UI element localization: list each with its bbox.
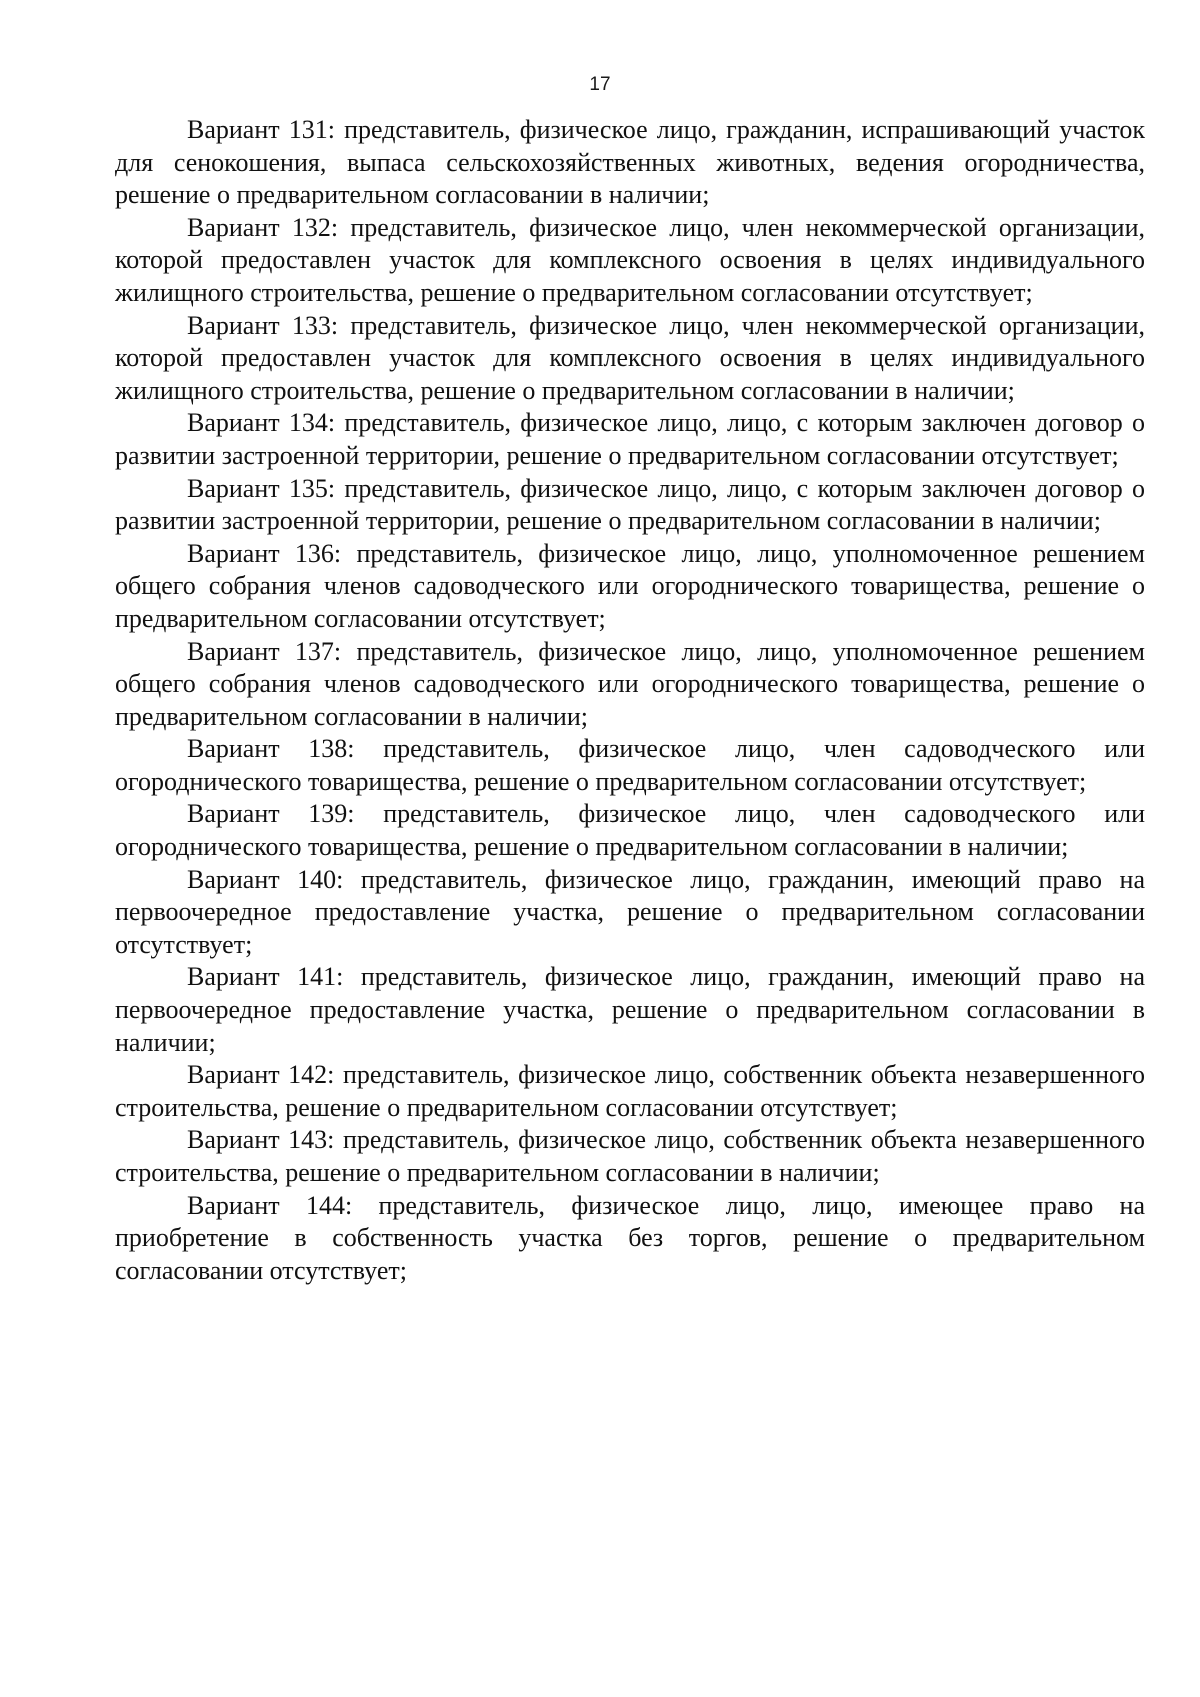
document-body (115, 114, 1145, 1287)
variant-paragraph: Вариант 144: представитель, физическое лицо, лицо, имеющее право на приобретение в собственность участка без торгов, решение о предварительном согласовании отсутствует; (115, 1190, 1145, 1285)
variant-paragraph: Вариант 131: представитель, физическое лицо, гражданин, испрашивающий участок для сенокошения, выпаса сельскохозяйственных животных, ведения огородничества, решение о предварительном согласовании в наличии; (115, 115, 1145, 210)
variant-paragraph: Вариант 143: представитель, физическое лицо, собственник объекта незавершенного строительства, решение о предварительном согласовании в наличии; (115, 1125, 1145, 1187)
variant-paragraph: Вариант 133: представитель, физическое лицо, член некоммерческой организации, которой предоставлен участок для комплексного освоения в целях индивидуального жилищного строительства, решение о предварительном согласовании в наличии; (115, 310, 1145, 405)
variant-paragraph: Вариант 138: представитель, физическое лицо, член садоводческого или огороднического товарищества, решение о предварительном согласовании отсутствует; (115, 734, 1145, 796)
page-number: 17 (589, 74, 611, 95)
variant-paragraph: Вариант 134: представитель, физическое лицо, лицо, с которым заключен договор о развитии застроенной территории, решение о предварительном согласовании отсутствует; (115, 408, 1145, 470)
variant-paragraph: Вариант 132: представитель, физическое лицо, член некоммерческой организации, которой предоставлен участок для комплексного освоения в целях индивидуального жилищного строительства, решение о предварительном согласовании отсутствует; (115, 212, 1145, 307)
variant-paragraph: Вариант 135: представитель, физическое лицо, лицо, с которым заключен договор о развитии застроенной территории, решение о предварительном согласовании в наличии; (115, 473, 1145, 536)
variant-paragraph: Вариант 141: представитель, физическое лицо, гражданин, имеющий право на первоочередное предоставление участка, решение о предварительном согласовании в наличии; (115, 962, 1145, 1057)
variant-paragraph: Вариант 142: представитель, физическое лицо, собственник объекта незавершенного строительства, решение о предварительном согласовании отсутствует; (115, 1060, 1145, 1122)
variant-paragraph: Вариант 137: представитель, физическое лицо, лицо, уполномоченное решением общего собрания членов садоводческого или огороднического товарищества, решение о предварительном согласовании в наличии; (115, 636, 1145, 731)
variant-paragraph: Вариант 140: представитель, физическое лицо, гражданин, имеющий право на первоочередное предоставление участка, решение о предварительном согласовании отсутствует; (115, 864, 1145, 959)
variant-paragraph: Вариант 136: представитель, физическое лицо, лицо, уполномоченное решением общего собрания членов садоводческого или огороднического товарищества, решение о предварительном согласовании отсутствует; (115, 538, 1145, 633)
variant-paragraph: Вариант 139: представитель, физическое лицо, член садоводческого или огороднического товарищества, решение о предварительном согласовании в наличии; (115, 799, 1145, 862)
